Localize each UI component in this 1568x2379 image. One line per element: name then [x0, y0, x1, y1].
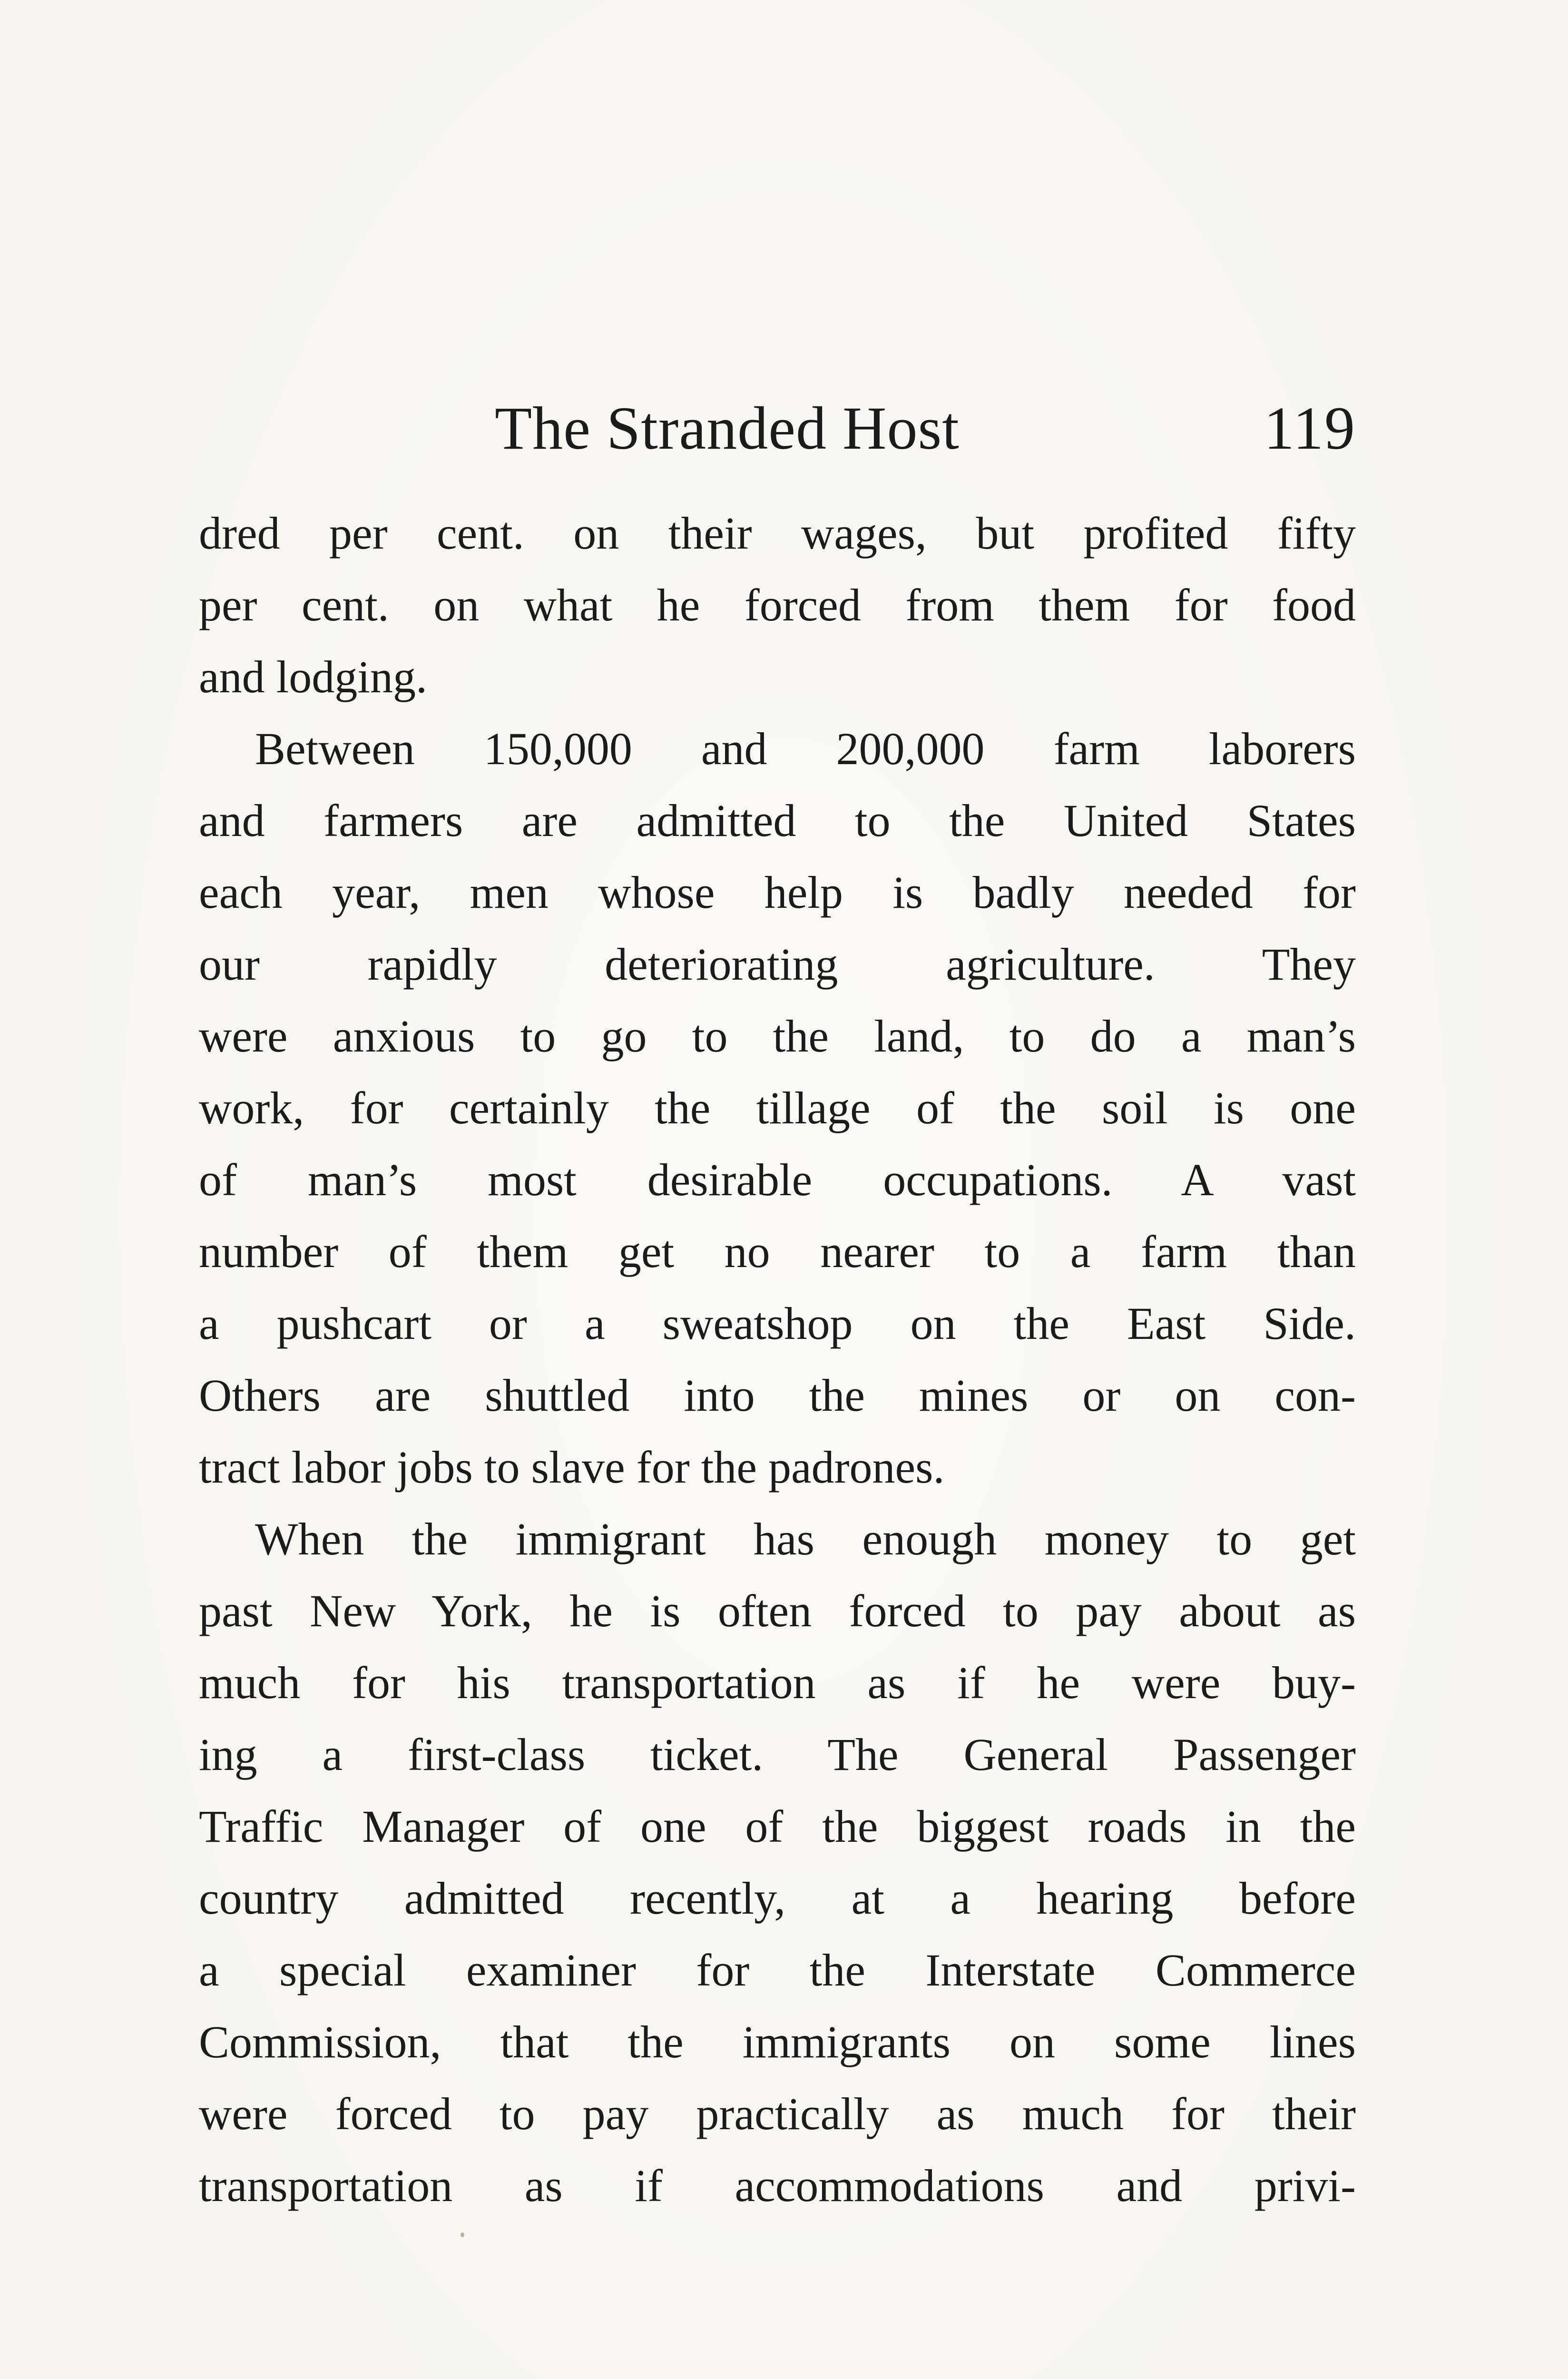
- running-title: The Stranded Host: [495, 394, 960, 462]
- text-line: Traffic Manager of one of the biggest roads in the: [199, 1801, 1356, 1852]
- text-line: a pushcart or a sweatshop on the East Side.: [199, 1298, 1356, 1349]
- text-line: and farmers are admitted to the United States: [199, 795, 1356, 846]
- text-line: per cent. on what he forced from them for food: [199, 580, 1356, 630]
- paper-speck: [461, 2232, 464, 2237]
- text-line: were forced to pay practically as much for their: [199, 2088, 1356, 2139]
- text-line: Others are shuttled into the mines or on con-: [199, 1370, 1356, 1421]
- page-number: 119: [1264, 394, 1356, 462]
- text-line: number of them get no nearer to a farm than: [199, 1226, 1356, 1277]
- running-head: [495, 390, 1356, 466]
- text-line: and lodging.: [199, 651, 427, 702]
- text-line: country admitted recently, at a hearing before: [199, 1873, 1356, 1924]
- text-line: transportation as if accommodations and privi-: [199, 2160, 1356, 2211]
- text-line: dred per cent. on their wages, but profited fifty: [199, 508, 1356, 559]
- text-line: tract labor jobs to slave for the padrones.: [199, 1442, 945, 1493]
- text-line: past New York, he is often forced to pay about as: [199, 1585, 1356, 1636]
- text-line: of man’s most desirable occupations. A vast: [199, 1154, 1356, 1205]
- text-line: much for his transportation as if he were buy-: [199, 1657, 1356, 1708]
- text-line: Between 150,000 and 200,000 farm laborers: [255, 723, 1356, 774]
- text-line: were anxious to go to the land, to do a man’s: [199, 1011, 1356, 1062]
- text-line: a special examiner for the Interstate Commerce: [199, 1945, 1356, 1996]
- text-line: Commission, that the immigrants on some lines: [199, 2016, 1356, 2067]
- text-line: ing a first-class ticket. The General Passenger: [199, 1729, 1356, 1780]
- text-line: our rapidly deteriorating agriculture. They: [199, 939, 1356, 990]
- text-line: When the immigrant has enough money to get: [255, 1514, 1356, 1564]
- text-line: work, for certainly the tillage of the soil is one: [199, 1082, 1356, 1133]
- text-line: each year, men whose help is badly needed for: [199, 867, 1356, 918]
- body-text: [199, 497, 1356, 2222]
